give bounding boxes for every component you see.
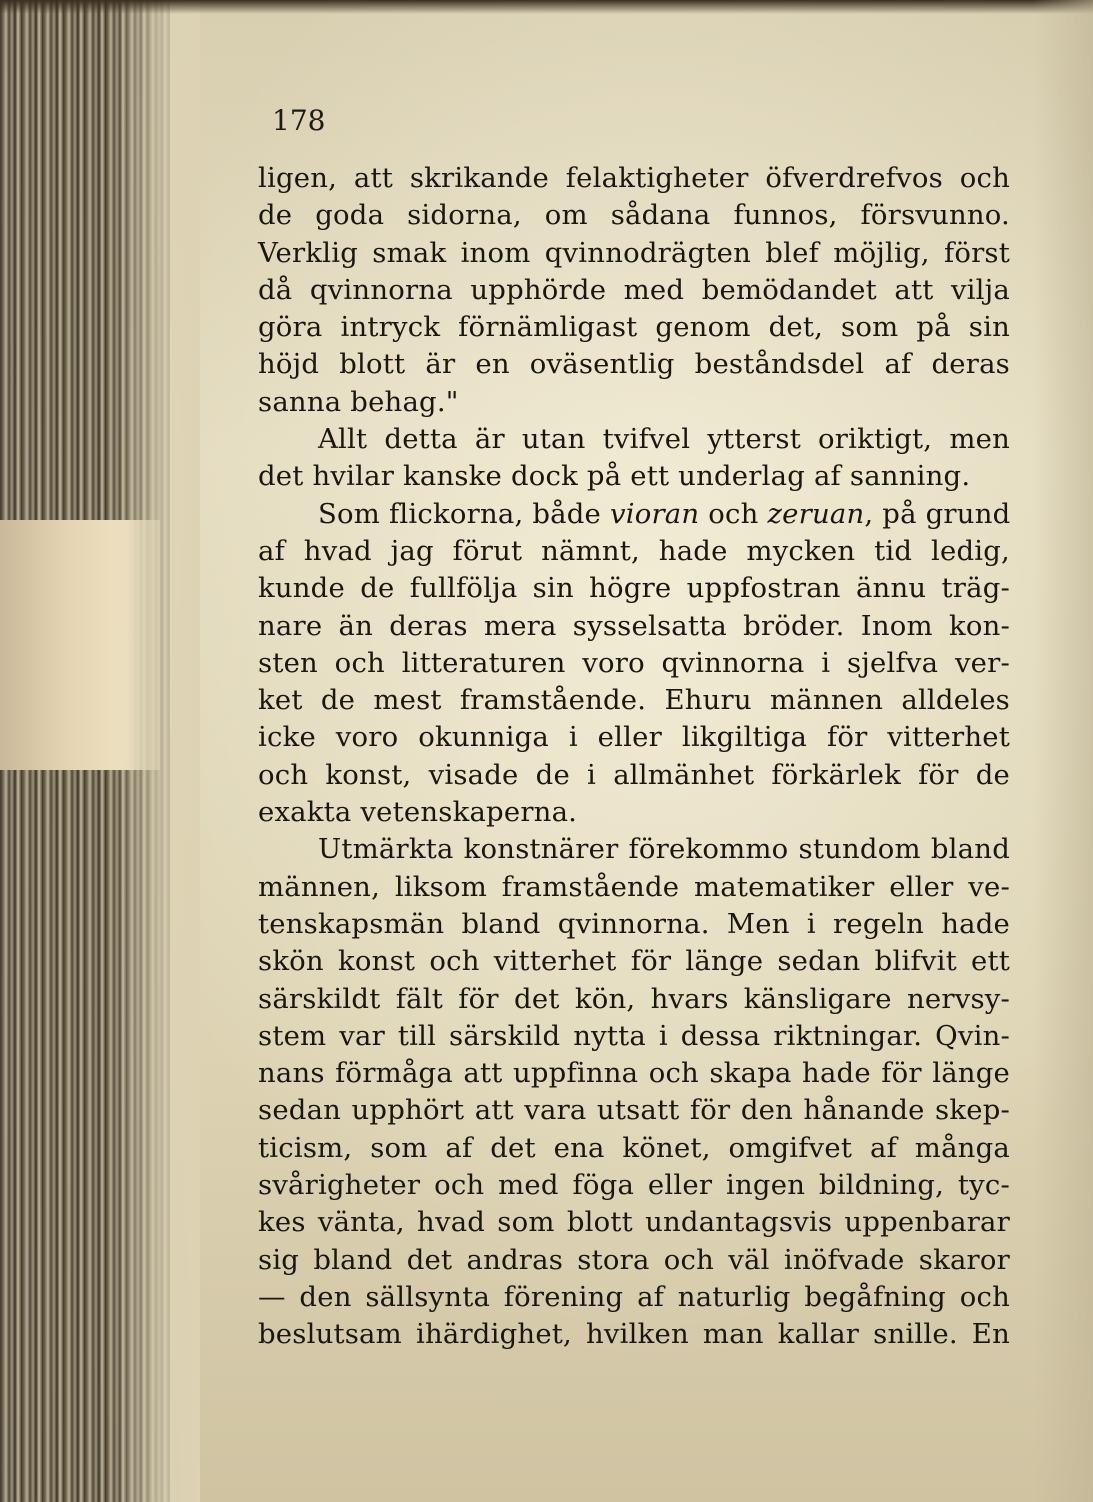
text-line: kunde de fullfölja sin högre uppfostran ännu träg- (258, 572, 1010, 605)
text-line: icke voro okunniga i eller likgiltiga för vitterhet (258, 721, 1010, 754)
text-line: särskildt fält för det kön, hvars känsligare nervsy- (258, 982, 1010, 1015)
italic-word: zeruan (767, 497, 865, 530)
text-line: af hvad jag förut nämnt, hade mycken tid ledig, (258, 534, 1010, 567)
text-line: kes vänta, hvad som blott undantagsvis uppenbarar (258, 1206, 1010, 1239)
page-right-edge (1033, 0, 1093, 1502)
text-line: Som flickorna, både vioran och zeruan, på grund (318, 497, 1011, 530)
text-line: exakta vetenskaperna. (258, 796, 578, 829)
text-line: nare än deras mera sysselsatta bröder. Inom kon- (258, 609, 1010, 642)
text-line: sedan upphört att vara utsatt för den hånande skep- (258, 1094, 1010, 1127)
text-line: och konst, visade de i allmänhet förkärlek för de (258, 758, 1010, 791)
text-line: det hvilar kanske dock på ett underlag af sanning. (258, 460, 971, 493)
text-line: göra intryck förnämligast genom det, som på sin (258, 311, 1010, 344)
text-line: ticism, som af det ena könet, omgifvet af många (258, 1131, 1010, 1164)
text-line: Allt detta är utan tvifvel ytterst oriktigt, men (318, 423, 1010, 456)
text-line: skön konst och vitterhet för länge sedan blifvit ett (258, 945, 1010, 978)
text-line: ligen, att skrikande felaktigheter öfverdrefvos och (258, 162, 1010, 194)
text-line: svårigheter och med föga eller ingen bildning, tyc- (258, 1169, 1010, 1202)
italic-word: vioran (609, 497, 700, 530)
text-line: Utmärkta konstnärer förekommo stundom bland (318, 833, 1010, 866)
text-line: Verklig smak inom qvinnodrägten blef möjlig, först (258, 236, 1010, 269)
body-text (258, 160, 1010, 1354)
text-line: ket de mest framstående. Ehuru männen alldeles (258, 684, 1010, 717)
text-line: då qvinnorna upphörde med bemödandet att vilja (258, 273, 1010, 306)
text-line: männen, liksom framstående matematiker eller ve- (258, 870, 1010, 903)
text-line: nans förmåga att uppfinna och skapa hade för länge (258, 1057, 1010, 1090)
page-top-edge (0, 0, 1093, 14)
text-line: sanna behag." (258, 385, 459, 418)
text-line: stem var till särskild nytta i dessa riktningar. Qvin- (258, 1019, 1010, 1052)
page-number: 178 (272, 104, 326, 137)
text-line: beslutsam ihärdighet, hvilken man kallar snille. En (258, 1318, 1010, 1351)
text-line: de goda sidorna, om sådana funnos, försvunno. (258, 199, 1010, 232)
text-line: sig bland det andras stora och väl inöfvade skaror (258, 1243, 1010, 1276)
text-line: — den sällsynta förening af naturlig begåfning och (258, 1280, 1010, 1313)
text-line: tenskapsmän bland qvinnorna. Men i regeln hade (258, 907, 1010, 940)
gutter-fade (110, 0, 200, 1502)
text-line: höjd blott är en oväsentlig beståndsdel af deras (258, 348, 1010, 381)
text-line: sten och litteraturen voro qvinnorna i sjelfva ver- (258, 646, 1010, 679)
